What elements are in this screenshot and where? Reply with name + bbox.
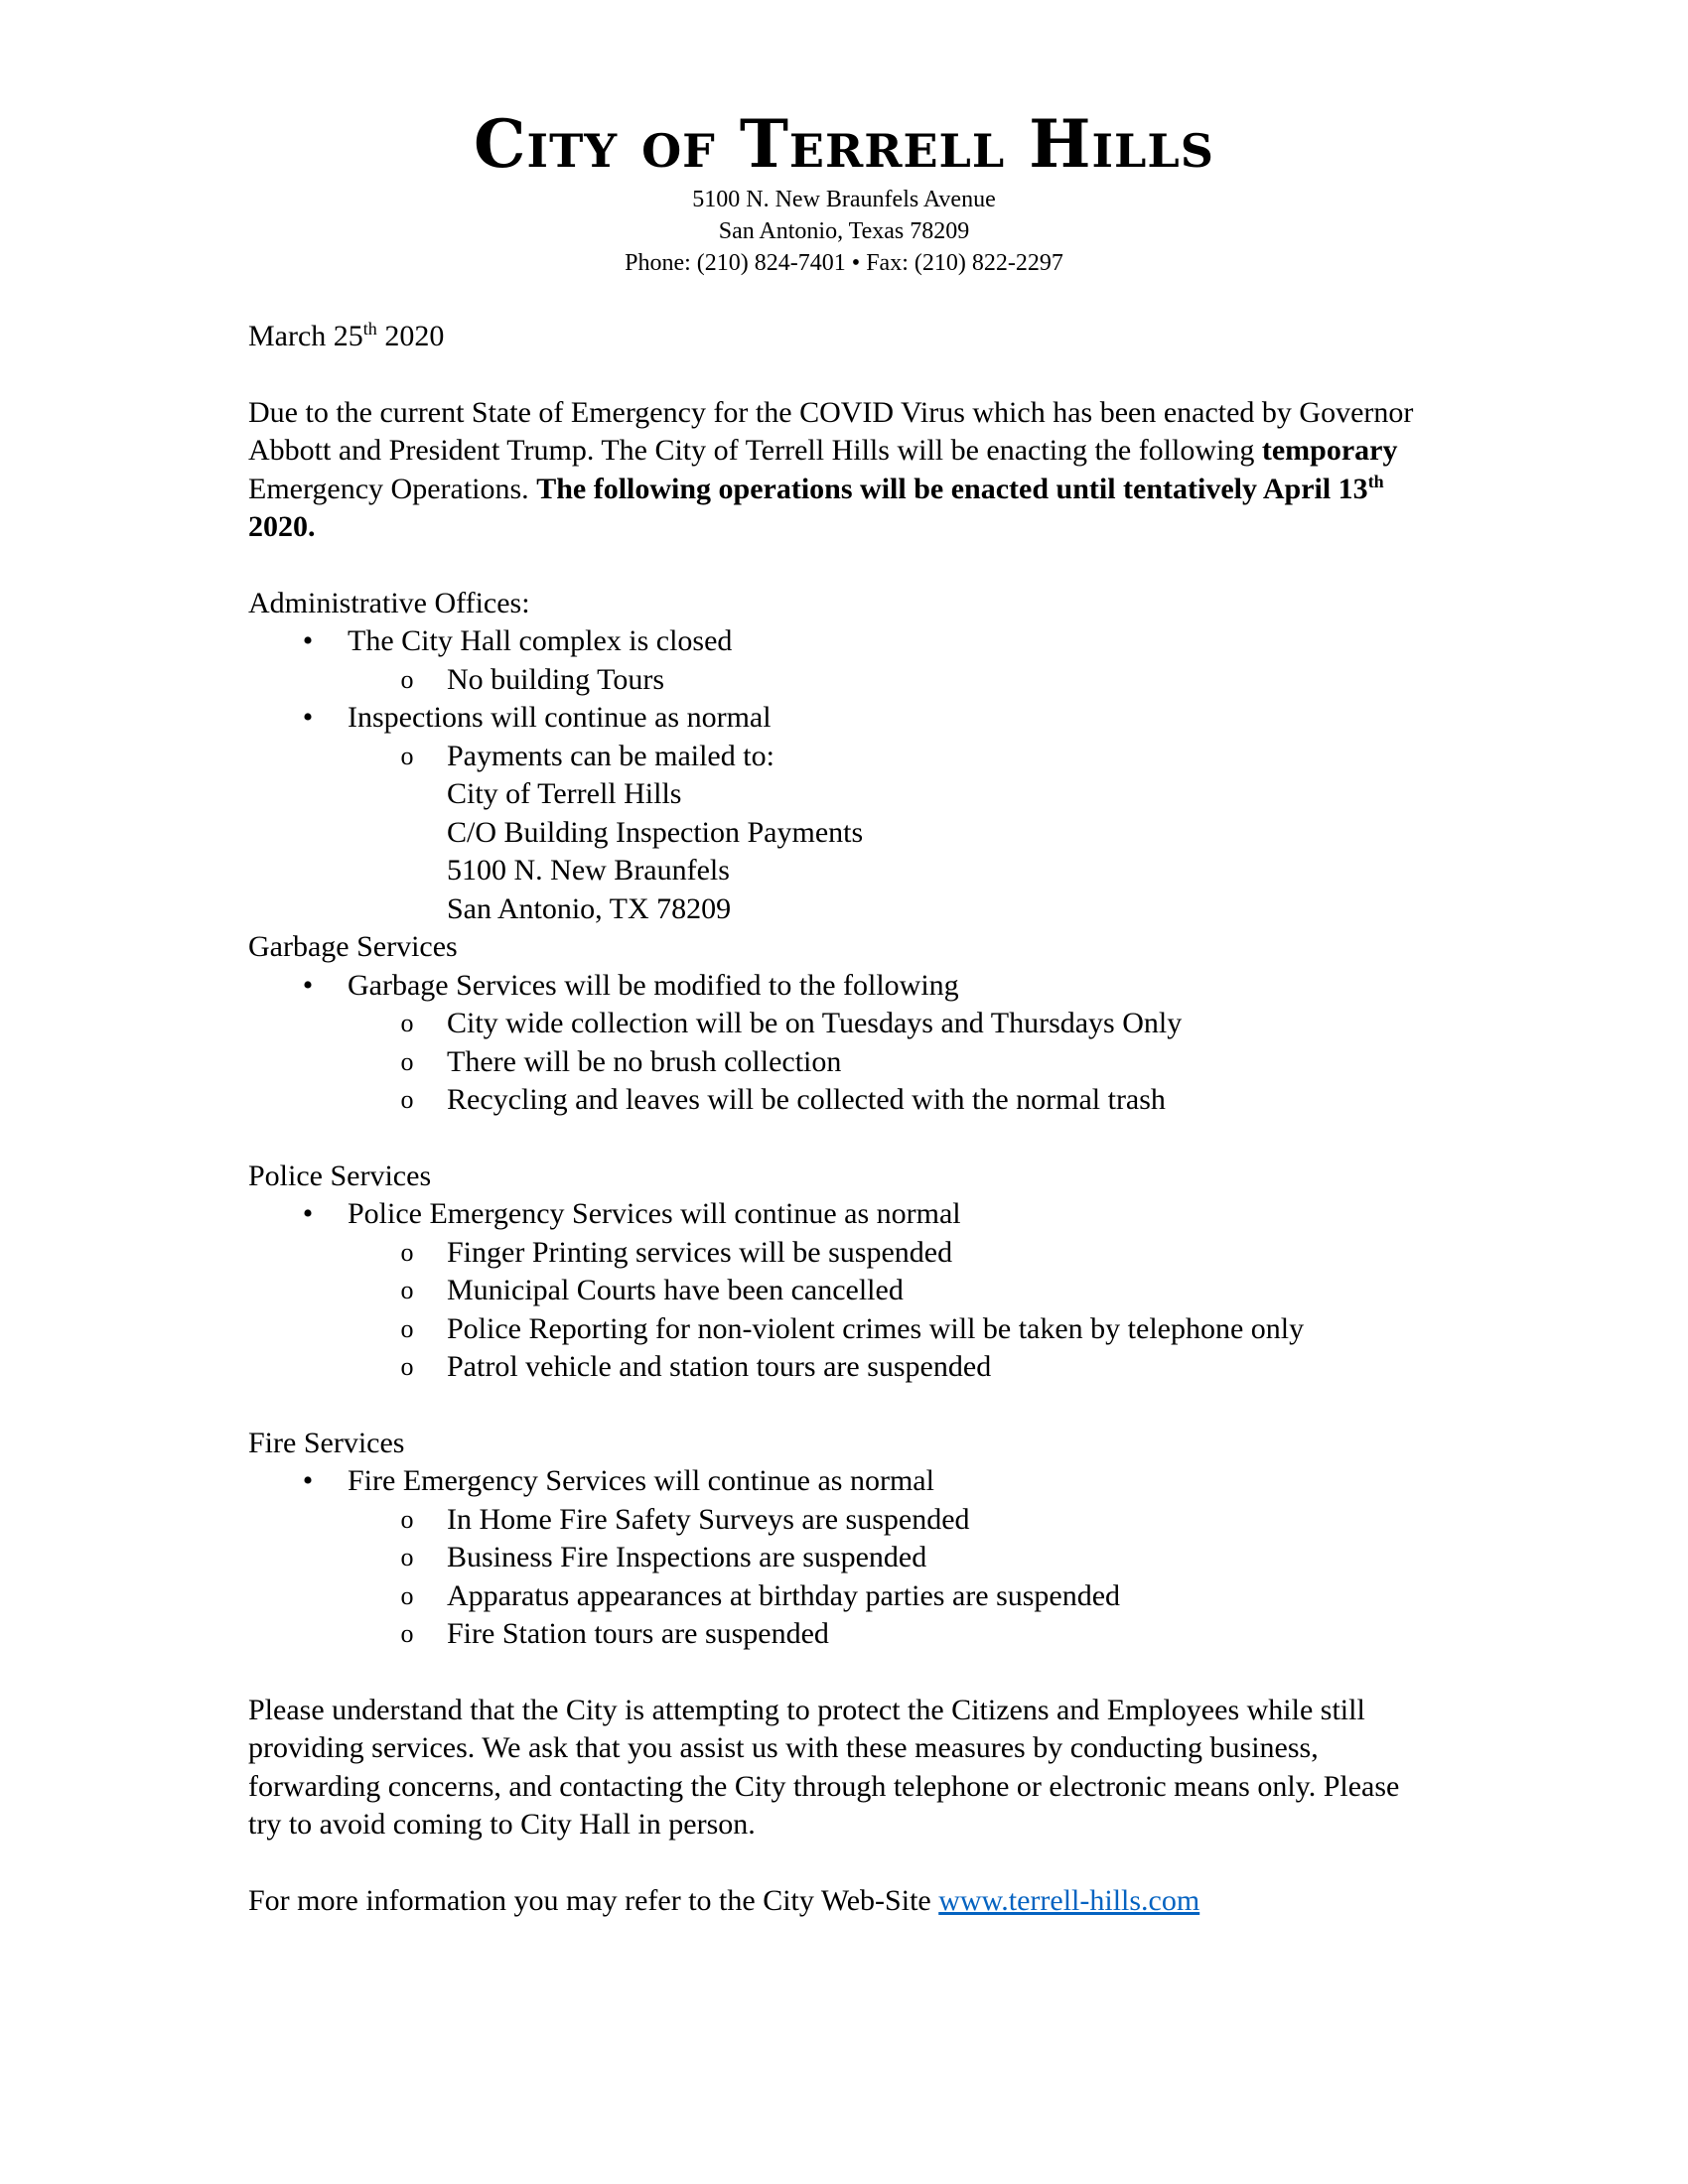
police-list [248, 1195, 1440, 1387]
list-item: o No building Tours [348, 661, 1440, 700]
closing-paragraph: Please understand that the City is attempting to protect the Citizens and Employees while still providing services. We ask that you assist us with these measures by conducting business, forwarding concerns, and contacting the City through telephone or electronic means only. Please try to avoid coming to City Hall in person. [248, 1693, 1400, 1841]
circle-bullet-icon: o [400, 1619, 414, 1648]
letterhead-address-2: San Antonio, Texas 78209 [718, 218, 970, 244]
fire-heading: Fire Services [248, 1426, 405, 1459]
circle-bullet-icon: o [400, 1085, 414, 1114]
circle-bullet-icon: o [400, 1237, 414, 1267]
letterhead-address-1: 5100 N. New Braunfels Avenue [692, 187, 996, 212]
circle-bullet-icon: o [400, 1352, 414, 1381]
list-item: o In Home Fire Safety Surveys are suspended [348, 1501, 1440, 1540]
mailing-address: City of Terrell Hills C/O Building Inspection Payments 5100 N. New Braunfels San Antonio, TX 78209 [447, 777, 864, 925]
letter-date: March 25th 2020 [248, 319, 445, 352]
circle-bullet-icon: o [400, 1046, 414, 1076]
circle-bullet-icon: o [400, 1580, 414, 1610]
circle-bullet-icon: o [400, 1504, 414, 1534]
list-item: o Fire Station tours are suspended [348, 1615, 1440, 1654]
bullet-icon: • [302, 701, 314, 734]
garbage-heading: Garbage Services [248, 930, 458, 963]
list-item: o Recycling and leaves will be collected with the normal trash [348, 1081, 1440, 1120]
circle-bullet-icon: o [400, 1009, 414, 1037]
city-name-logo: City of Terrell Hills [474, 105, 1214, 183]
bullet-icon: • [302, 624, 314, 657]
list-item: o Payments can be mailed to: City of Terrell Hills C/O Building Inspection Payments 5100 N. New Braunfels San Antonio, TX 78209 [348, 738, 1440, 929]
list-item: o Business Fire Inspections are suspended [348, 1539, 1440, 1577]
list-item: o Finger Printing services will be suspended [348, 1234, 1440, 1273]
list-item: o Police Reporting for non-violent crimes will be taken by telephone only [348, 1310, 1440, 1349]
list-item: • The City Hall complex is closed o No building Tours [248, 622, 1440, 699]
list-item: o Patrol vehicle and station tours are suspended [348, 1348, 1440, 1387]
list-item: o Apparatus appearances at birthday parties are suspended [348, 1577, 1440, 1616]
bullet-icon: • [302, 968, 314, 1002]
letterhead [0, 104, 1688, 279]
police-heading: Police Services [248, 1159, 432, 1192]
bullet-icon: • [302, 1197, 314, 1230]
fire-list [248, 1462, 1440, 1654]
letter-body [248, 318, 1440, 1958]
admin-heading: Administrative Offices: [248, 586, 530, 619]
circle-bullet-icon: o [400, 664, 414, 694]
more-info-paragraph: For more information you may refer to the City Web-Site www.terrell-hills.com [248, 1883, 1200, 1917]
intro-paragraph: Due to the current State of Emergency for the COVID Virus which has been enacted by Governor Abbott and President Trump. The City of Terrell Hills will be enacting the following temporary Emergency Operations. The following operations will be enacted until tentatively April 13th 2020. [248, 395, 1414, 543]
bullet-icon: • [302, 1464, 314, 1497]
circle-bullet-icon: o [400, 1313, 414, 1343]
list-item: o City wide collection will be on Tuesdays and Thursdays Only [348, 1005, 1440, 1043]
admin-list [248, 622, 1440, 928]
list-item: • Inspections will continue as normal o Payments can be mailed to: City of Terrell Hills C/O Building Inspection Payments 5100 N. New Braunfels San Antonio, TX 78209 [248, 699, 1440, 928]
garbage-list [248, 967, 1440, 1120]
circle-bullet-icon: o [400, 1276, 414, 1304]
circle-bullet-icon: o [400, 741, 414, 770]
list-item: • Fire Emergency Services will continue as normal o In Home Fire Safety Surveys are suspended o Business Fire Inspections are suspended o Apparatus appearances at birthday parties are suspended o Fire Station tours are suspended [248, 1462, 1440, 1654]
list-item: o Municipal Courts have been cancelled [348, 1272, 1440, 1310]
circle-bullet-icon: o [400, 1543, 414, 1571]
list-item: • Police Emergency Services will continue as normal o Finger Printing services will be suspended o Municipal Courts have been cancelled o Police Reporting for non-violent crimes will be taken by telephone only o Patrol vehicle and station tours are suspended [248, 1195, 1440, 1387]
list-item: o There will be no brush collection [348, 1043, 1440, 1082]
website-link[interactable]: www.terrell-hills.com [938, 1883, 1200, 1917]
list-item: • Garbage Services will be modified to the following o City wide collection will be on Tuesdays and Thursdays Only o There will be no brush collection o Recycling and leaves will be collected with the normal trash [248, 967, 1440, 1120]
letterhead-phone-fax: Phone: (210) 824-7401 • Fax: (210) 822-2297 [625, 250, 1063, 276]
